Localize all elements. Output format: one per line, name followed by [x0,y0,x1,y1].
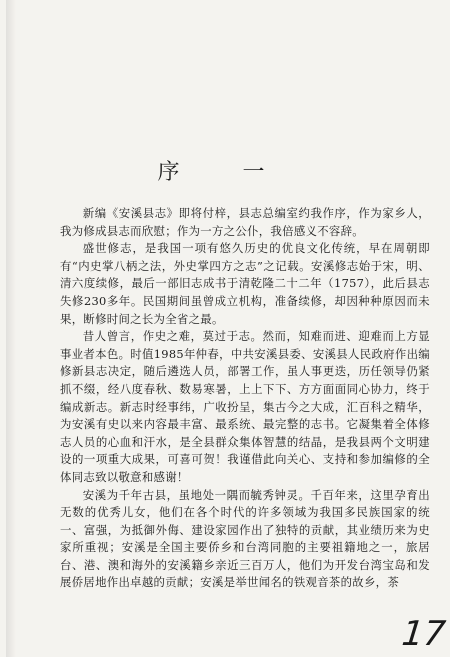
paragraph: 昔人曾言，作史之难，莫过于志。然而，知难而进、迎难而上方显事业者本色。时值1985年仲春，中共安溪县委、安溪县人民政府作出编修新县志决定，随后遴选人员，部署工作，虽人事更迭，历任领导仍紧抓不缀，经八度春秋、数易寒暑，上上下下、方方面面同心协力，终于编成新志。新志时经事纬，广收扮呈，集古今之大成，汇百科之精华，为安溪有史以来内容最丰富、最系统、最完整的志书。它凝集着全体修志人员的心血和汗水，是全县群众集体智慧的结晶，是我县两个文明建设的一项重大成果，可喜可贺！我谨借此向关心、支持和参加编修的全体同志致以敬意和感谢！ [60,329,430,484]
paragraph: 盛世修志，是我国一项有悠久历史的优良文化传统，早在周朝即有“内史掌八柄之法，外史掌四方之志”之记载。安溪修志始于宋，明、清六度续修，最后一部旧志成书于清乾隆二十二年（1757），此后县志失修230多年。民国期间虽曾成立机构，准备续修，却因种种原因而未果，断修时间之长为全省之最。 [60,241,430,326]
preface-body [60,205,430,592]
handwritten-page-number: 17 [399,614,448,654]
paragraph: 安溪为千年古县，虽地处一隅而毓秀钟灵。千百年来，这里孕育出无数的优秀儿女，他们在各个时代的许多领域为我国多民族国家的统一、富强，为抵御外侮、建设家园作出了独特的贡献，其业绩历来为史家所重视；安溪是全国主要侨乡和台湾同胞的主要祖籍地之一，旅居台、港、澳和海外的安溪籍乡亲近三百万人，他们为开发台湾宝岛和发展侨居地作出卓越的贡献；安溪是举世闻名的铁观音茶的故乡，茶 [60,487,430,590]
scan-edge-shadow [6,0,16,657]
preface-title: 序 一 [157,160,293,185]
paragraph: 新编《安溪县志》即将付梓，县志总编室约我作序，作为家乡人，我为修成县志而欣慰；作为一方之公仆，我倍感义不容辞。 [60,206,430,238]
